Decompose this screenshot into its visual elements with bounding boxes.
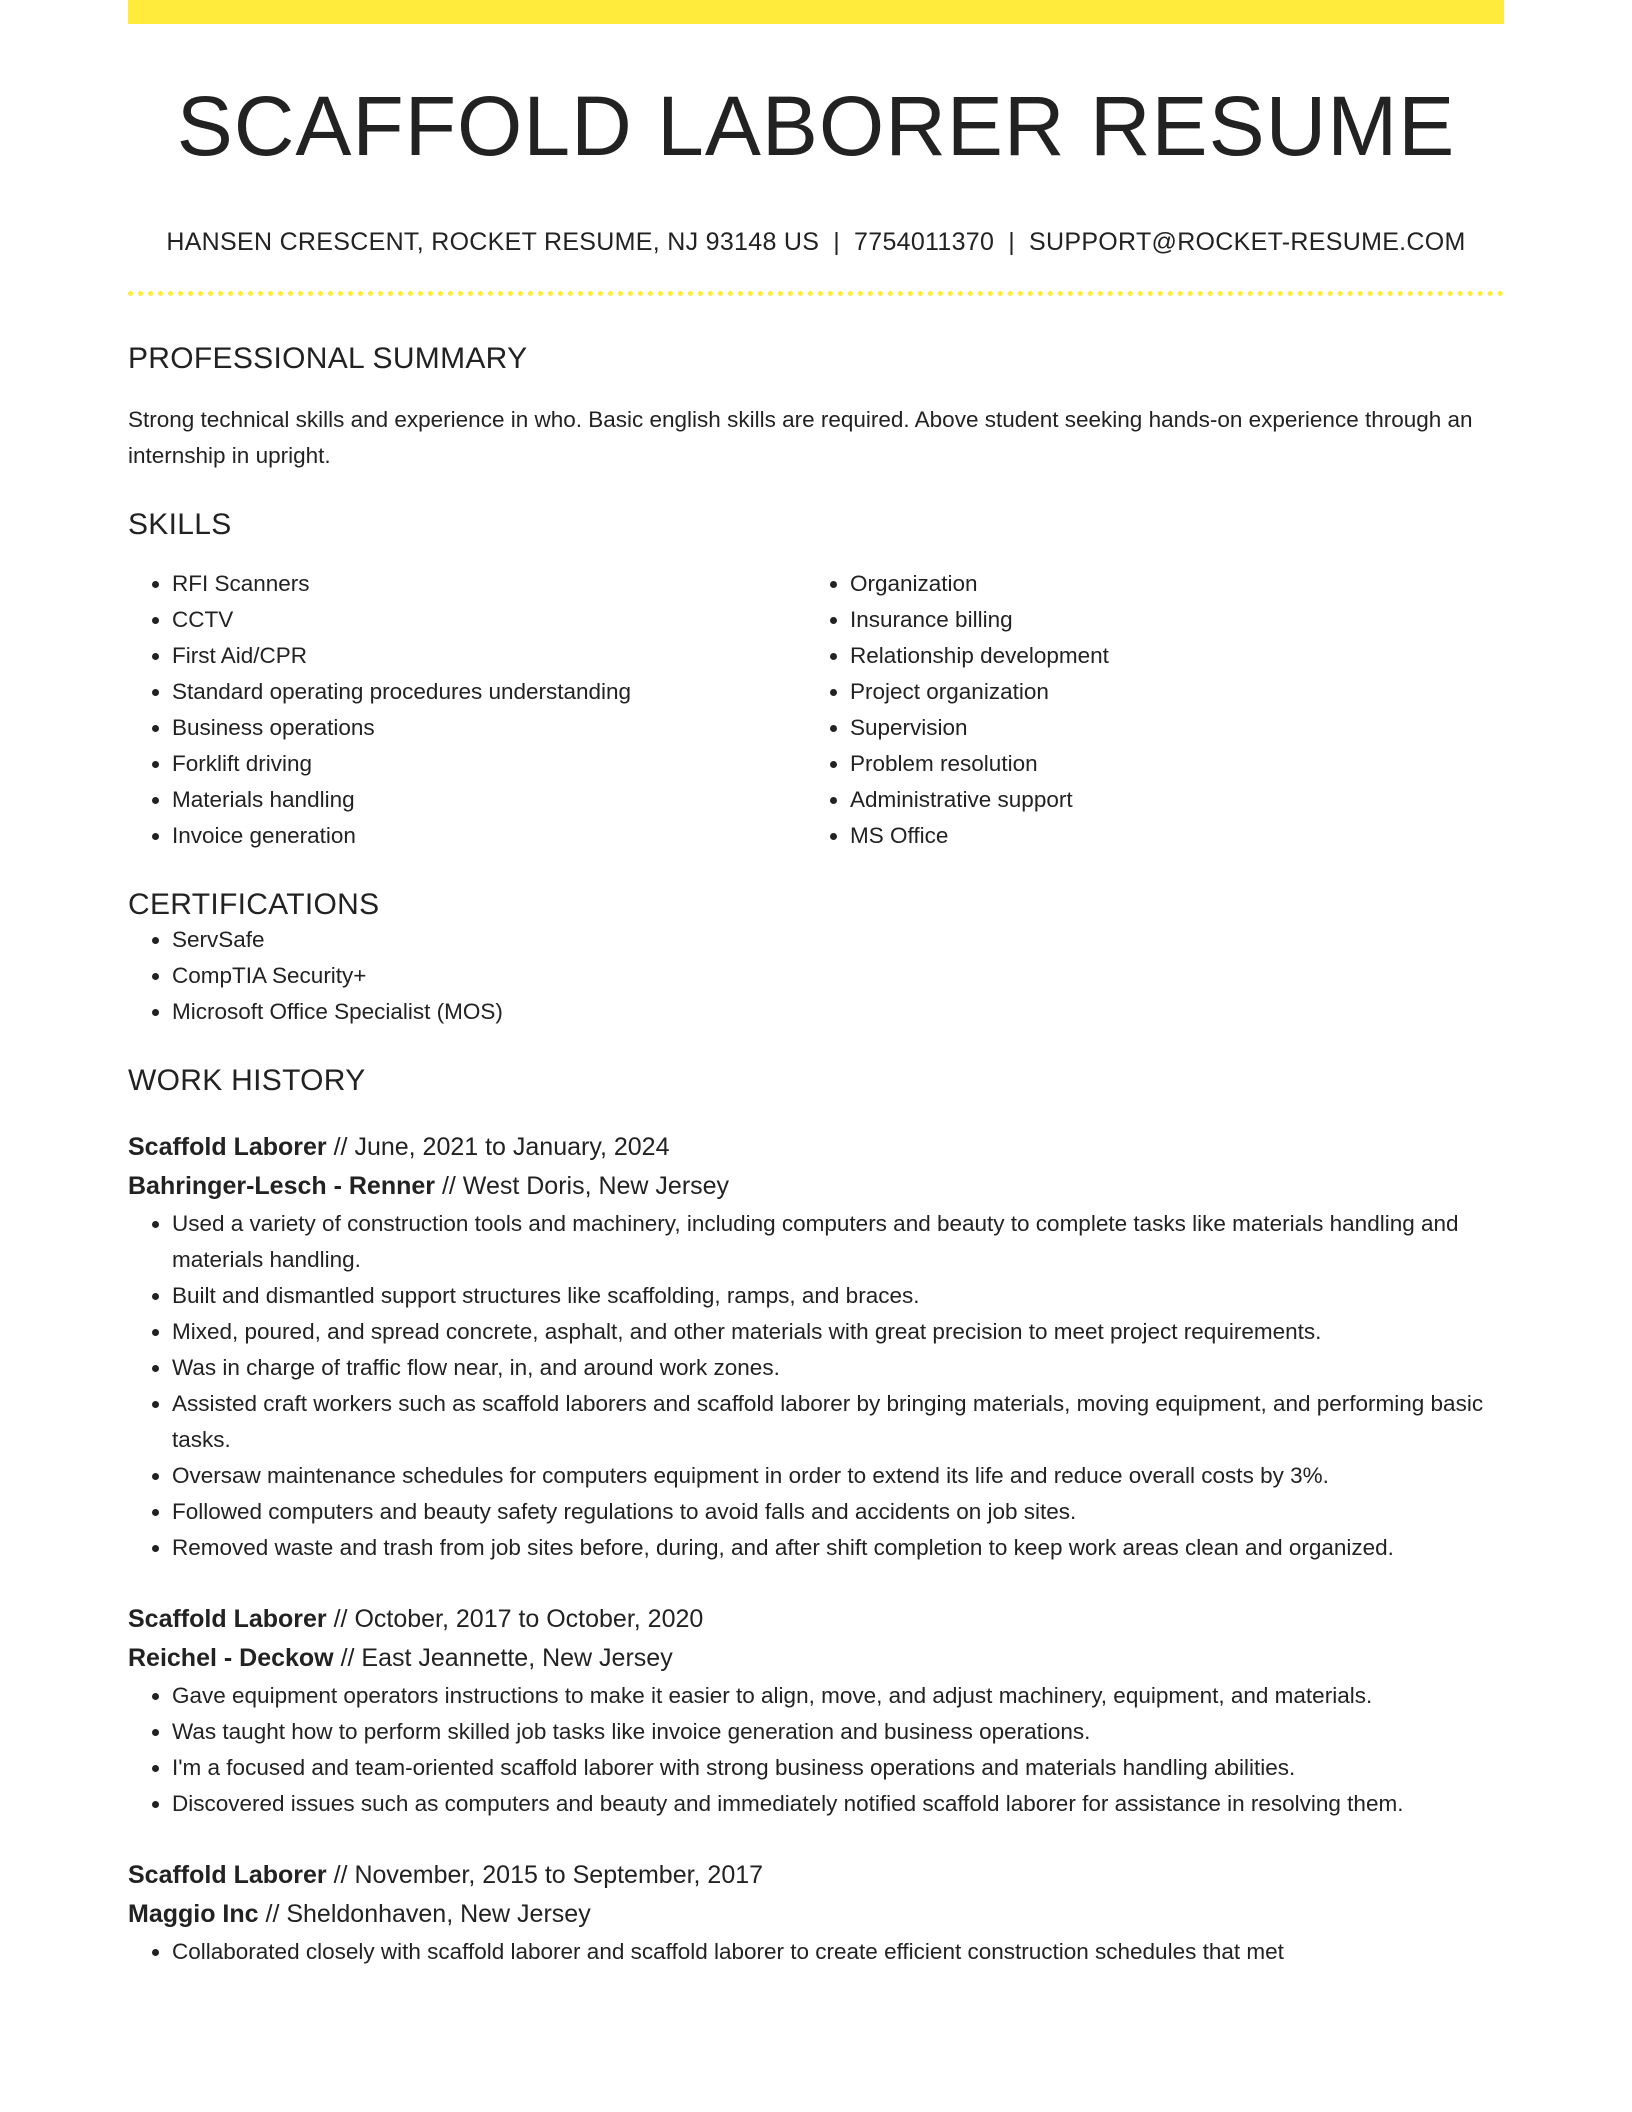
job-location: // Sheldonhaven, New Jersey — [258, 1900, 591, 1928]
certification-item: • ServSafe — [172, 922, 1504, 958]
job-duties-list — [128, 1934, 1504, 1970]
job-location: // East Jeannette, New Jersey — [333, 1644, 673, 1672]
contact-phone: 7754011370 — [854, 228, 995, 256]
skill-item: • Project organization — [850, 674, 1484, 710]
job-company: Bahringer-Lesch - Renner — [128, 1172, 436, 1200]
contact-address: HANSEN CRESCENT, ROCKET RESUME, NJ 93148 US — [166, 228, 820, 256]
job-duty: • Assisted craft workers such as scaffold laborers and scaffold laborer by bringing materials, moving equipment, and performing basic tasks. — [172, 1386, 1504, 1458]
job-duty: • Was in charge of traffic flow near, in, and around work zones. — [172, 1350, 1504, 1386]
job-dates: // June, 2021 to January, 2024 — [326, 1133, 670, 1161]
summary-text: Strong technical skills and experience in who. Basic english skills are required. Above student seeking hands-on experience through an internship in upright. — [128, 407, 1473, 468]
skills-column-right — [806, 566, 1484, 854]
resume-title: SCAFFOLD LABORER RESUME — [176, 79, 1456, 173]
job-title: Scaffold Laborer — [128, 1861, 327, 1889]
job-duty: • Used a variety of construction tools and machinery, including computers and beauty to complete tasks like materials handling and materials handling. — [172, 1206, 1504, 1278]
skill-item: • Supervision — [850, 710, 1484, 746]
certification-item: • CompTIA Security+ — [172, 958, 1504, 994]
job-title: Scaffold Laborer — [128, 1605, 327, 1633]
job-duty: • Removed waste and trash from job sites before, during, and after shift completion to keep work areas clean and organized. — [172, 1530, 1504, 1566]
job-duty: • Gave equipment operators instructions to make it easier to align, move, and adjust machinery, equipment, and materials. — [172, 1678, 1504, 1714]
skill-item: • MS Office — [850, 818, 1484, 854]
skill-item: • Invoice generation — [172, 818, 806, 854]
job-company: Reichel - Deckow — [128, 1644, 334, 1672]
job-duty: • Was taught how to perform skilled job tasks like invoice generation and business operations. — [172, 1714, 1504, 1750]
contact-separator: | — [833, 228, 841, 256]
certifications-heading: CERTIFICATIONS — [128, 888, 380, 921]
job-duty: • Mixed, poured, and spread concrete, asphalt, and other materials with great precision to meet project requirements. — [172, 1314, 1504, 1350]
job-title: Scaffold Laborer — [128, 1133, 327, 1161]
skill-item: • Organization — [850, 566, 1484, 602]
job-dates: // November, 2015 to September, 2017 — [326, 1861, 764, 1889]
job-duties-list — [128, 1206, 1504, 1566]
job-location: // West Doris, New Jersey — [435, 1172, 730, 1200]
skill-item: • Insurance billing — [850, 602, 1484, 638]
job-duty: • Discovered issues such as computers and beauty and immediately notified scaffold laborer for assistance in resolving them. — [172, 1786, 1504, 1822]
skills-list-right — [806, 566, 1484, 854]
job-title-line — [128, 1128, 1504, 1167]
job-company: Maggio Inc — [128, 1900, 259, 1928]
job-entry — [128, 1128, 1504, 1566]
contact-email: SUPPORT@ROCKET-RESUME.COM — [1029, 228, 1466, 256]
job-dates: // October, 2017 to October, 2020 — [326, 1605, 704, 1633]
certifications-list — [128, 922, 1504, 1030]
job-duty: • Followed computers and beauty safety regulations to avoid falls and accidents on job sites. — [172, 1494, 1504, 1530]
contact-line — [128, 228, 1504, 257]
job-duty: • Collaborated closely with scaffold laborer and scaffold laborer to create efficient construction schedules that met — [172, 1934, 1504, 1970]
dotted-divider — [128, 291, 1504, 296]
skills-grid — [128, 566, 1504, 854]
accent-top-bar — [128, 0, 1504, 24]
skill-item: • Administrative support — [850, 782, 1484, 818]
job-entry — [128, 1600, 1504, 1822]
resume-page — [128, 0, 1504, 1970]
job-company-line — [128, 1895, 1504, 1934]
job-duties-list — [128, 1678, 1504, 1822]
skill-item: • Forklift driving — [172, 746, 806, 782]
skill-item: • RFI Scanners — [172, 566, 806, 602]
skill-item: • First Aid/CPR — [172, 638, 806, 674]
skills-column-left — [128, 566, 806, 854]
skill-item: • Materials handling — [172, 782, 806, 818]
job-duty: • Built and dismantled support structures like scaffolding, ramps, and braces. — [172, 1278, 1504, 1314]
skill-item: • Standard operating procedures understanding — [172, 674, 806, 710]
skills-heading: SKILLS — [128, 508, 232, 541]
skill-item: • Business operations — [172, 710, 806, 746]
certification-item: • Microsoft Office Specialist (MOS) — [172, 994, 1504, 1030]
contact-separator: | — [1008, 228, 1016, 256]
skill-item: • CCTV — [172, 602, 806, 638]
job-title-line — [128, 1856, 1504, 1895]
skills-list-left — [128, 566, 806, 854]
job-company-line — [128, 1167, 1504, 1206]
skill-item: • Relationship development — [850, 638, 1484, 674]
summary-heading: PROFESSIONAL SUMMARY — [128, 342, 528, 375]
job-entry — [128, 1856, 1504, 1970]
skill-item: • Problem resolution — [850, 746, 1484, 782]
job-company-line — [128, 1639, 1504, 1678]
job-title-line — [128, 1600, 1504, 1639]
job-duty: • I'm a focused and team-oriented scaffold laborer with strong business operations and materials handling abilities. — [172, 1750, 1504, 1786]
work-history-heading: WORK HISTORY — [128, 1064, 366, 1097]
job-duty: • Oversaw maintenance schedules for computers equipment in order to extend its life and reduce overall costs by 3%. — [172, 1458, 1504, 1494]
